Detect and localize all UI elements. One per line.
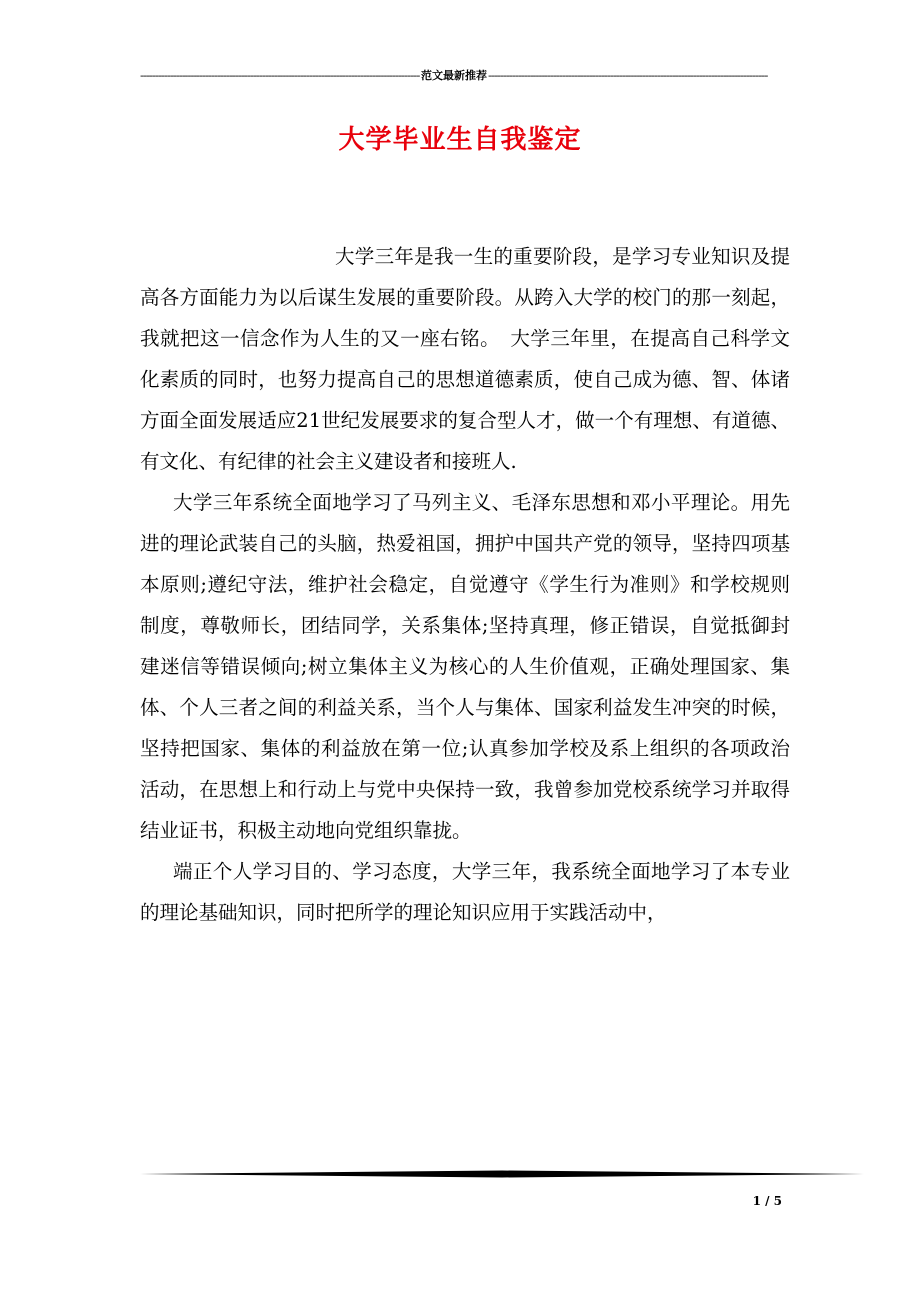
- page-header: [140, 68, 768, 84]
- document-title: 大学毕业生自我鉴定: [338, 125, 582, 155]
- paragraph: 大学三年是我一生的重要阶段，是学习专业知识及提高各方面能力为以后谋生发展的重要阶段。从跨入大学的校门的那一刻起，我就把这一信念作为人生的又一座右铭。 大学三年里，在提高自己科学文化素质的同时，也努力提高自己的思想道德素质，使自己成为德、智、体诸方面全面发展适应21世纪发展要求的复合型人才，做一个有理想、有道德、有文化、有纪律的社会主义建设者和接班人.: [140, 245, 790, 473]
- paragraph: 大学三年系统全面地学习了马列主义、毛泽东思想和邓小平理论。用先进的理论武装自己的头脑，热爱祖国，拥护中国共产党的领导，坚持四项基本原则;遵纪守法，维护社会稳定，自觉遵守《学生行为准则》和学校规则制度，尊敬师长，团结同学，关系集体;坚持真理，修正错误，自觉抵御封建迷信等错误倾向;树立集体主义为核心的人生价值观，正确处理国家、集体、个人三者之间的利益关系，当个人与集体、国家利益发生冲突的时候，坚持把国家、集体的利益放在第一位;认真参加学校及系上组织的各项政治活动，在思想上和行动上与党中央保持一致，我曾参加党校系统学习并取得结业证书，积极主动地向党组织靠拢。: [140, 491, 790, 842]
- header-dash-right: [488, 68, 768, 84]
- header-label: 范文最新推荐: [421, 69, 487, 82]
- paragraph: 端正个人学习目的、学习态度，大学三年，我系统全面地学习了本专业的理论基础知识，同时把所学的理论知识应用于实践活动中，: [140, 860, 790, 924]
- header-dash-left: [140, 68, 420, 84]
- footer-divider: [140, 1170, 864, 1178]
- document-body: [140, 236, 790, 933]
- page-indicator: 1 / 5: [752, 1194, 782, 1208]
